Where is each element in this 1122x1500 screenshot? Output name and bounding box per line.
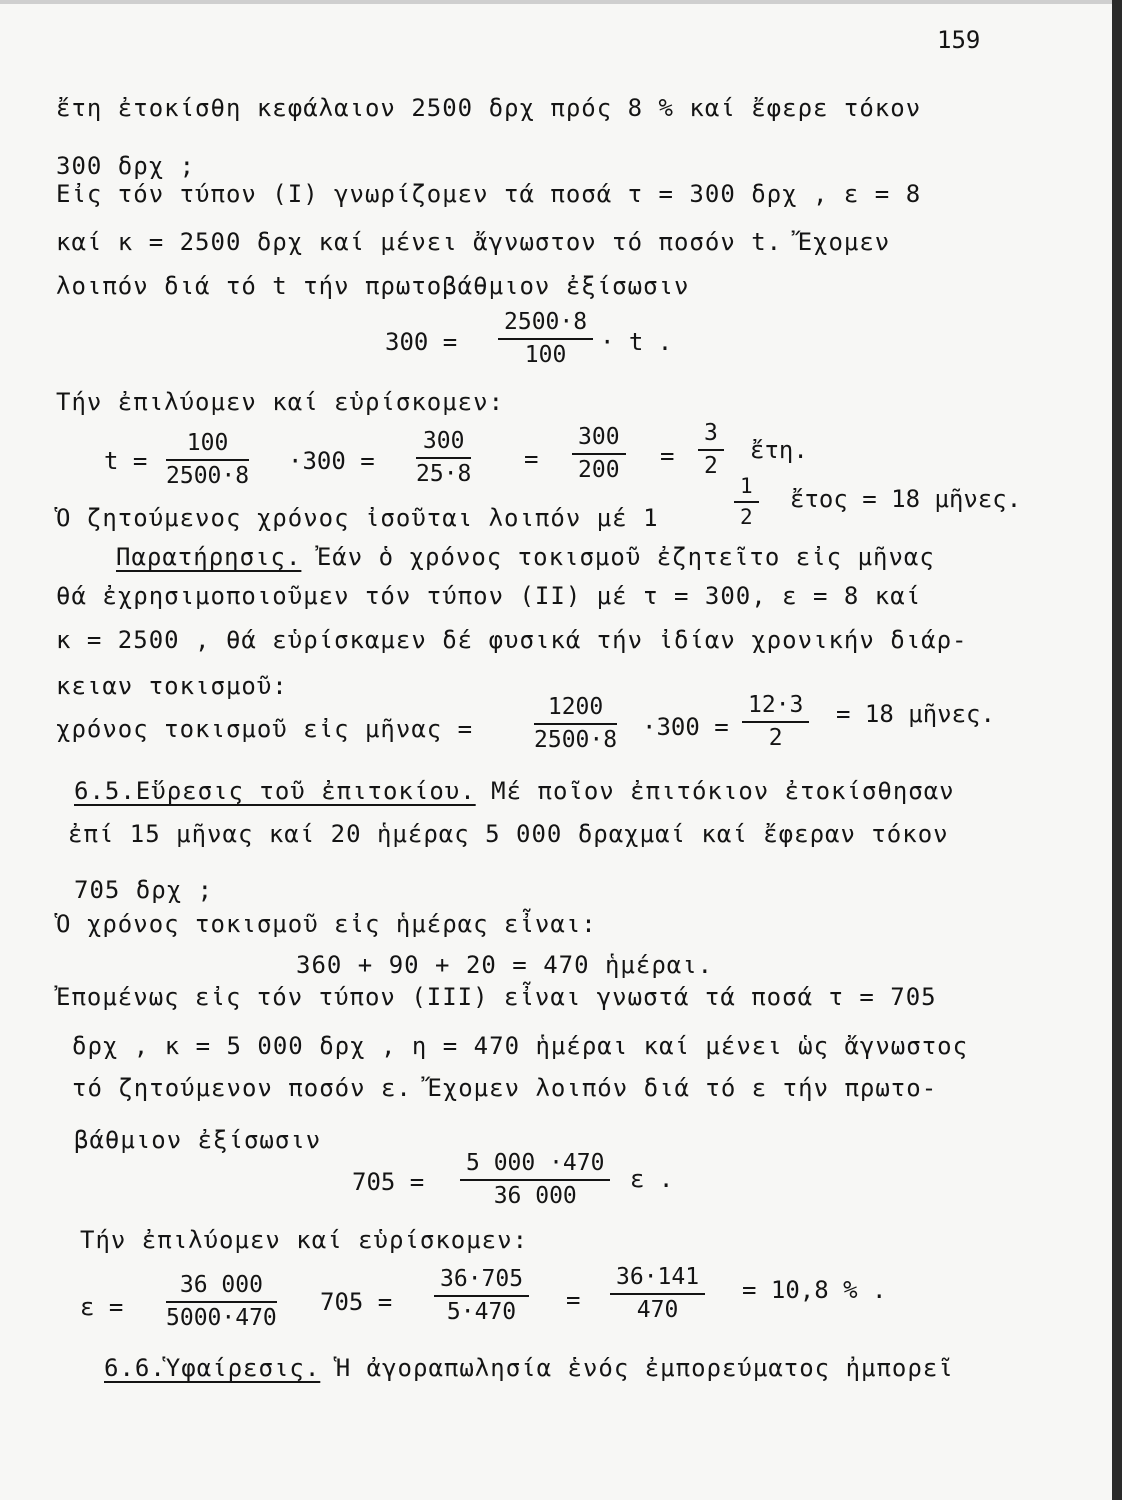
- text-line-12-end: = 18 μῆνες.: [836, 700, 995, 728]
- mixed-fraction: [734, 474, 759, 529]
- eq3-f1-denominator: 2500·8: [534, 727, 618, 753]
- text-line-20: τό ζητούμενον ποσόν ε. Ἔχομεν λοιπόν διά τό ε τήν πρωτο-: [72, 1074, 938, 1102]
- eq2-fraction-2: [416, 428, 471, 487]
- text-line-2: 300 δρχ ;: [56, 152, 196, 180]
- eq1-rhs: · t .: [600, 328, 673, 356]
- eq3-f1-numerator: 1200: [534, 694, 617, 725]
- remark-heading: Παρατήρησις.: [116, 543, 302, 571]
- text-line-8: [116, 543, 935, 571]
- text-line-6: Τήν ἐπιλύομεν καί εὑρίσκομεν:: [56, 388, 505, 416]
- eq2-f1-denominator: 2500·8: [166, 463, 250, 489]
- text-line-15: 705 δρχ ;: [74, 876, 214, 904]
- eq2-f3-denominator: 200: [578, 457, 620, 483]
- eq5-equals-a: =: [566, 1286, 581, 1314]
- eq2-equals-b: =: [660, 442, 675, 470]
- section-6-6-heading: 6.6.Ὑφαίρεσις.: [104, 1354, 321, 1382]
- remark-text: Ἐάν ὁ χρόνος τοκισμοῦ ἐζητεῖτο εἰς μῆνας: [316, 543, 935, 571]
- eq5-fraction-3: [610, 1264, 705, 1323]
- text-line-5: λοιπόν διά τό t τήν πρωτοβάθμιον ἐξίσωσιν: [56, 272, 690, 300]
- eq4-numerator: 5 000 ·470: [460, 1150, 610, 1181]
- text-line-7: Ὁ ζητούμενος χρόνος ἰσοῦται λοιπόν μέ 1: [56, 504, 659, 532]
- eq5-fraction-2: [434, 1266, 529, 1325]
- text-line-14: ἐπί 15 μῆνας καί 20 ἡμέρας 5 000 δραχμαί καί ἔφεραν τόκον: [68, 820, 949, 848]
- section-6-5-text: Μέ ποῖον ἐπιτόκιον ἐτοκίσθησαν: [491, 777, 955, 805]
- eq3-fraction-2: [742, 692, 809, 751]
- eq1-lhs: 300 =: [385, 328, 458, 356]
- eq2-fraction-1: [166, 430, 249, 489]
- eq4-rhs: ε .: [630, 1165, 674, 1193]
- eq4-denominator: 36 000: [493, 1183, 577, 1209]
- section-6-6-text: Ἡ ἀγοραπωλησία ἑνός ἐμπορεύματος ἠμπορεῖ: [335, 1354, 954, 1382]
- right-scan-edge: [1112, 0, 1122, 1500]
- eq3-f2-denominator: 2: [768, 725, 783, 751]
- text-line-23: [104, 1354, 954, 1382]
- eq2-unit: ἔτη.: [750, 436, 808, 464]
- text-line-7-end: ἔτος = 18 μῆνες.: [790, 485, 1022, 513]
- eq3-mid: ·300 =: [642, 713, 729, 741]
- mixed-denominator: 2: [740, 505, 753, 529]
- text-line-1: ἔτη ἐτοκίσθη κεφάλαιον 2500 δρχ πρός 8 % καί ἔφερε τόκον: [56, 94, 922, 122]
- eq2-equals-a: =: [524, 445, 539, 473]
- eq1-numerator: 2500·8: [498, 309, 593, 340]
- eq5-f1-numerator: 36 000: [166, 1272, 277, 1303]
- eq5-f1-denominator: 5000·470: [166, 1305, 277, 1331]
- text-line-17: 360 + 90 + 20 = 470 ἡμέραι.: [296, 951, 714, 979]
- page-number: 159: [937, 26, 981, 54]
- mixed-numerator: 1: [734, 474, 759, 503]
- eq5-f2-numerator: 36·705: [434, 1266, 529, 1297]
- eq2-lhs: t =: [104, 447, 148, 475]
- text-line-18: Ἐπομένως εἰς τόν τύπον (ΙΙΙ) εἶναι γνωστά τά ποσά τ = 705: [56, 983, 937, 1011]
- eq1-fraction: [498, 309, 593, 368]
- eq3-f2-numerator: 12·3: [742, 692, 809, 723]
- eq2-f2-denominator: 25·8: [416, 461, 472, 487]
- eq2-f1-numerator: 100: [166, 430, 249, 461]
- eq5-lhs: ε =: [80, 1293, 124, 1321]
- top-scan-edge: [0, 0, 1122, 4]
- eq3-fraction-1: [534, 694, 617, 753]
- text-line-3: Εἰς τόν τύπον (Ι) γνωρίζομεν τά ποσά τ = 300 δρχ , ε = 8: [56, 180, 922, 208]
- eq5-f2-denominator: 5·470: [446, 1299, 517, 1325]
- eq5-mid: 705 =: [320, 1288, 393, 1316]
- text-line-22: Τήν ἐπιλύομεν καί εὑρίσκομεν:: [80, 1226, 529, 1254]
- eq2-f3-numerator: 300: [572, 424, 626, 455]
- eq5-result: = 10,8 % .: [742, 1276, 887, 1304]
- text-line-9: θά ἐχρησιμοποιοῦμεν τόν τύπον (ΙΙ) μέ τ = 300, ε = 8 καί: [56, 582, 922, 610]
- text-line-16: Ὁ χρόνος τοκισμοῦ εἰς ἡμέρας εἶναι:: [56, 910, 597, 938]
- text-line-11: κειαν τοκισμοῦ:: [56, 672, 288, 700]
- eq2-f2-numerator: 300: [416, 428, 471, 459]
- eq2-mid: ·300 =: [288, 447, 375, 475]
- section-6-5-heading: 6.5.Εὕρεσις τοῦ ἐπιτοκίου.: [74, 777, 476, 805]
- eq2-f4-numerator: 3: [698, 420, 724, 451]
- text-line-13: [74, 777, 955, 805]
- eq4-lhs: 705 =: [352, 1168, 425, 1196]
- text-line-21: βάθμιον ἐξίσωσιν: [74, 1126, 322, 1154]
- eq2-fraction-4: [698, 420, 724, 479]
- eq5-f3-numerator: 36·141: [610, 1264, 705, 1295]
- eq2-fraction-3: [572, 424, 626, 483]
- text-line-12: χρόνος τοκισμοῦ εἰς μῆνας =: [56, 715, 474, 743]
- text-line-10: κ = 2500 , θά εὑρίσκαμεν δέ φυσικά τήν ἰδίαν χρονικήν διάρ-: [56, 626, 968, 654]
- eq4-fraction: [460, 1150, 610, 1209]
- eq5-f3-denominator: 470: [636, 1297, 679, 1323]
- text-line-19: δρχ , κ = 5 000 δρχ , η = 470 ἡμέραι καί μένει ὡς ἄγνωστος: [72, 1032, 969, 1060]
- eq5-fraction-1: [166, 1272, 277, 1331]
- eq1-denominator: 100: [524, 342, 567, 368]
- eq2-f4-denominator: 2: [704, 453, 718, 479]
- text-line-4: καί κ = 2500 δρχ καί μένει ἄγνωστον τό ποσόν t. Ἔχομεν: [56, 228, 891, 256]
